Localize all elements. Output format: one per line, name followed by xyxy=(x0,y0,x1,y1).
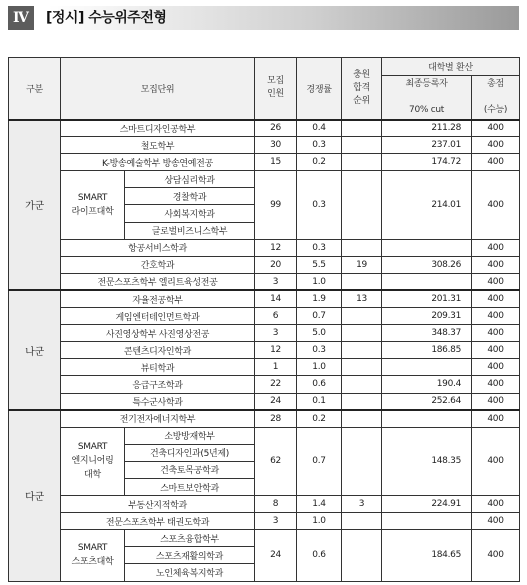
table-row xyxy=(9,530,520,547)
unit-name: K-방송예술학부 방송연예전공 xyxy=(61,154,255,171)
quota-value: 3 xyxy=(255,513,297,530)
total-value: 400 xyxy=(472,342,520,359)
rank-value xyxy=(342,137,382,154)
quota-value: 3 xyxy=(255,325,297,342)
quota-value: 6 xyxy=(255,308,297,325)
quota-value: 22 xyxy=(255,376,297,393)
competition-value: 5.5 xyxy=(297,256,342,273)
rank-value xyxy=(342,342,382,359)
table-row xyxy=(9,154,520,171)
competition-value: 0.3 xyxy=(297,171,342,239)
total-value: 400 xyxy=(472,239,520,256)
competition-value: 1.0 xyxy=(297,513,342,530)
total-value: 400 xyxy=(472,273,520,290)
header-rank: 충원 합격 순위 xyxy=(342,58,382,120)
cut-value: 308.26 xyxy=(382,256,472,273)
rank-value xyxy=(342,154,382,171)
table-row xyxy=(9,342,520,359)
unit-name: 전문스포츠학부 엘리트육성전공 xyxy=(61,273,255,290)
rank-value xyxy=(342,393,382,410)
cut-value: 237.01 xyxy=(382,137,472,154)
total-value: 400 xyxy=(472,393,520,410)
cut-value: 348.37 xyxy=(382,325,472,342)
unit-name: 뷰티학과 xyxy=(61,359,255,376)
rank-value xyxy=(342,308,382,325)
total-value: 400 xyxy=(472,154,520,171)
cut-value: 174.72 xyxy=(382,154,472,171)
total-value: 400 xyxy=(472,530,520,581)
section-number-badge: Ⅳ xyxy=(8,6,34,30)
total-value: 400 xyxy=(472,427,520,495)
unit-name: 전문스포츠학부 태권도학과 xyxy=(61,513,255,530)
competition-value: 1.9 xyxy=(297,290,342,307)
table-row xyxy=(9,171,520,188)
table-row xyxy=(9,273,520,290)
sub-unit-name: 건축토목공학과 xyxy=(125,461,255,478)
table-row xyxy=(9,325,520,342)
rank-value xyxy=(342,273,382,290)
total-value: 400 xyxy=(472,120,520,137)
cut-value: 209.31 xyxy=(382,308,472,325)
unit-name: 특수군사학과 xyxy=(61,393,255,410)
group-label-da: 다군 xyxy=(9,410,61,581)
competition-value: 0.3 xyxy=(297,137,342,154)
total-value: 400 xyxy=(472,359,520,376)
table-row xyxy=(9,410,520,427)
rank-value xyxy=(342,410,382,427)
cut-value: 224.91 xyxy=(382,496,472,513)
table-row xyxy=(9,376,520,393)
total-value: 400 xyxy=(472,325,520,342)
table-row xyxy=(9,308,520,325)
competition-value: 0.2 xyxy=(297,154,342,171)
table-row xyxy=(9,359,520,376)
sub-unit-name: 스포츠재활의학과 xyxy=(125,547,255,564)
group-label-na: 나군 xyxy=(9,290,61,410)
competition-value: 0.6 xyxy=(297,376,342,393)
total-value: 400 xyxy=(472,171,520,239)
total-value: 400 xyxy=(472,137,520,154)
sub-unit-name: 건축디자인과(5년제) xyxy=(125,444,255,461)
unit-name: 콘텐츠디자인학과 xyxy=(61,342,255,359)
college-sports: SMART 스포츠대학 xyxy=(61,530,125,581)
total-value: 400 xyxy=(472,496,520,513)
header-competition: 경쟁률 xyxy=(297,58,342,120)
quota-value: 3 xyxy=(255,273,297,290)
cut-value xyxy=(382,410,472,427)
rank-value xyxy=(342,530,382,581)
header-group: 구분 xyxy=(9,58,61,120)
cut-value: 190.4 xyxy=(382,376,472,393)
quota-value: 20 xyxy=(255,256,297,273)
quota-value: 15 xyxy=(255,154,297,171)
sub-unit-name: 소방방재학부 xyxy=(125,427,255,444)
competition-value: 5.0 xyxy=(297,325,342,342)
cut-value: 184.65 xyxy=(382,530,472,581)
total-value: 400 xyxy=(472,376,520,393)
cut-value: 211.28 xyxy=(382,120,472,137)
college-life: SMART 라이프대학 xyxy=(61,171,125,239)
rank-value xyxy=(342,239,382,256)
table-row xyxy=(9,496,520,513)
cut-value: 252.64 xyxy=(382,393,472,410)
unit-name: 부동산지적학과 xyxy=(61,496,255,513)
competition-value: 0.6 xyxy=(297,530,342,581)
unit-name: 철도학부 xyxy=(61,137,255,154)
quota-value: 12 xyxy=(255,342,297,359)
rank-value xyxy=(342,171,382,239)
cut-value: 214.01 xyxy=(382,171,472,239)
table-row xyxy=(9,239,520,256)
total-value: 400 xyxy=(472,308,520,325)
table-row xyxy=(9,290,520,307)
college-engineering: SMART 엔지니어링 대학 xyxy=(61,427,125,495)
competition-value: 0.2 xyxy=(297,410,342,427)
rank-value: 3 xyxy=(342,496,382,513)
cut-value xyxy=(382,273,472,290)
sub-unit-name: 경찰학과 xyxy=(125,188,255,205)
table-row xyxy=(9,120,520,137)
cut-value xyxy=(382,239,472,256)
unit-name: 게임엔터테인먼트학과 xyxy=(61,308,255,325)
unit-name: 자율전공학부 xyxy=(61,290,255,307)
total-value: 400 xyxy=(472,256,520,273)
sub-unit-name: 노인체육복지학과 xyxy=(125,564,255,581)
table-row xyxy=(9,427,520,444)
section-title: [정시] 수능위주전형 xyxy=(46,10,167,26)
cut-value xyxy=(382,513,472,530)
section-banner xyxy=(8,6,519,30)
competition-value: 0.1 xyxy=(297,393,342,410)
quota-value: 24 xyxy=(255,393,297,410)
table-row xyxy=(9,393,520,410)
competition-value: 0.7 xyxy=(297,427,342,495)
cut-value: 201.31 xyxy=(382,290,472,307)
table-row xyxy=(9,256,520,273)
rank-value xyxy=(342,325,382,342)
competition-value: 0.3 xyxy=(297,342,342,359)
unit-name: 전기전자에너지학부 xyxy=(61,410,255,427)
sub-unit-name: 스포츠융합학부 xyxy=(125,530,255,547)
rank-value xyxy=(342,376,382,393)
rank-value xyxy=(342,427,382,495)
rank-value xyxy=(342,120,382,137)
table-row xyxy=(9,513,520,530)
rank-value: 19 xyxy=(342,256,382,273)
quota-value: 14 xyxy=(255,290,297,307)
quota-value: 99 xyxy=(255,171,297,239)
competition-value: 0.7 xyxy=(297,308,342,325)
header-total: 총점 (수능) xyxy=(472,76,520,120)
admission-results-table xyxy=(8,57,520,582)
sub-unit-name: 사회복지학과 xyxy=(125,205,255,222)
rank-value xyxy=(342,513,382,530)
cut-value xyxy=(382,359,472,376)
quota-value: 12 xyxy=(255,239,297,256)
unit-name: 간호학과 xyxy=(61,256,255,273)
quota-value: 8 xyxy=(255,496,297,513)
rank-value xyxy=(342,359,382,376)
quota-value: 1 xyxy=(255,359,297,376)
total-value: 400 xyxy=(472,290,520,307)
quota-value: 30 xyxy=(255,137,297,154)
unit-name: 스마트디자인공학부 xyxy=(61,120,255,137)
total-value: 400 xyxy=(472,513,520,530)
sub-unit-name: 상담심리학과 xyxy=(125,171,255,188)
unit-name: 사진영상학부 사진영상전공 xyxy=(61,325,255,342)
sub-unit-name: 글로벌비즈니스학부 xyxy=(125,222,255,239)
header-conversion: 대학별 환산 xyxy=(382,58,520,76)
cut-value: 148.35 xyxy=(382,427,472,495)
unit-name: 항공서비스학과 xyxy=(61,239,255,256)
quota-value: 62 xyxy=(255,427,297,495)
header-final-cut: 최종등록자 70% cut xyxy=(382,76,472,120)
header-unit: 모집단위 xyxy=(61,58,255,120)
quota-value: 26 xyxy=(255,120,297,137)
cut-value: 186.85 xyxy=(382,342,472,359)
rank-value: 13 xyxy=(342,290,382,307)
total-value: 400 xyxy=(472,410,520,427)
group-label-ga: 가군 xyxy=(9,120,61,291)
competition-value: 1.0 xyxy=(297,273,342,290)
quota-value: 28 xyxy=(255,410,297,427)
header-quota: 모집 인원 xyxy=(255,58,297,120)
competition-value: 1.4 xyxy=(297,496,342,513)
unit-name: 응급구조학과 xyxy=(61,376,255,393)
competition-value: 0.4 xyxy=(297,120,342,137)
competition-value: 1.0 xyxy=(297,359,342,376)
sub-unit-name: 스마트보안학과 xyxy=(125,478,255,495)
competition-value: 0.3 xyxy=(297,239,342,256)
quota-value: 24 xyxy=(255,530,297,581)
table-row xyxy=(9,137,520,154)
